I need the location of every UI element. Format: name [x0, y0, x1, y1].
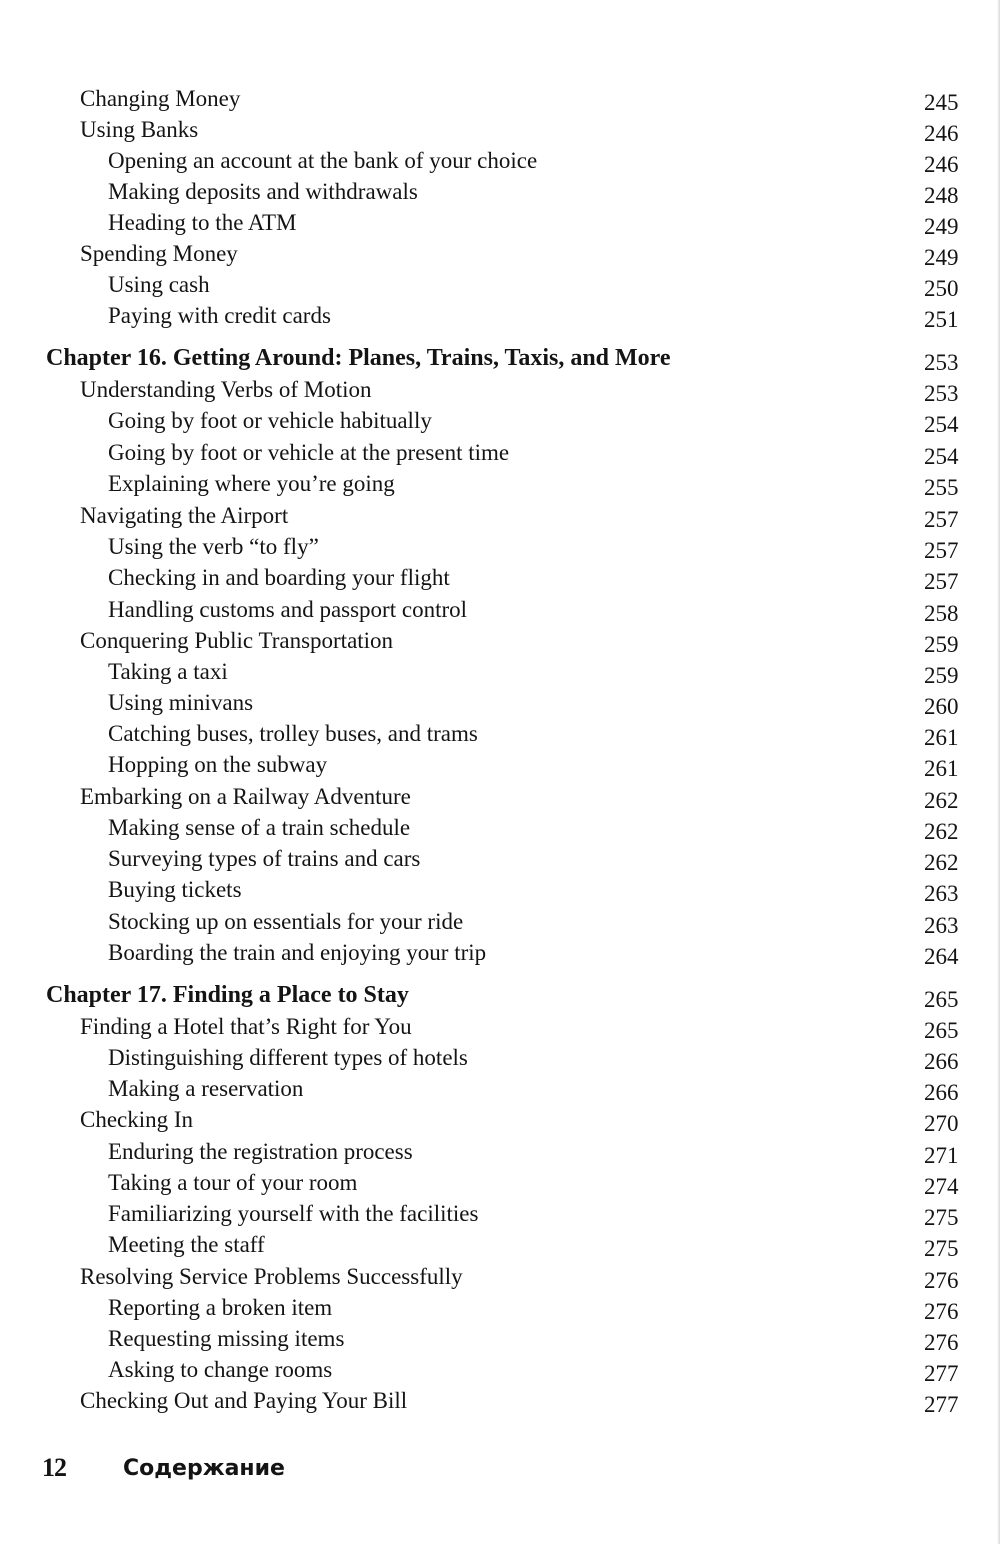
toc-entry-page: 271 — [924, 1143, 959, 1168]
toc-entry-page: 257 — [924, 569, 959, 594]
toc-entry-title: Surveying types of trains and cars — [108, 846, 421, 871]
toc-entry-title: Buying tickets — [108, 877, 242, 902]
toc-entry-page: 262 — [924, 850, 959, 875]
toc-entry-title: Changing Money — [80, 86, 241, 111]
toc-entry-page: 263 — [924, 913, 959, 938]
toc-subsection-entry — [0, 1323, 1000, 1354]
toc-entry-page: 276 — [924, 1299, 959, 1324]
toc-subsection-entry — [0, 718, 1000, 749]
toc-subsection-entry — [0, 1136, 1000, 1167]
toc-subsection-entry — [0, 300, 1000, 331]
toc-section-entry — [0, 625, 1000, 656]
toc-entry-title: Navigating the Airport — [80, 503, 289, 528]
toc-entry-page: 246 — [924, 121, 959, 146]
toc-subsection-entry — [0, 687, 1000, 718]
toc-entry-title: Hopping on the subway — [108, 752, 328, 777]
toc-entry-page: 259 — [924, 663, 959, 688]
toc-chapter-entry — [0, 343, 1000, 374]
toc-subsection-entry — [0, 594, 1000, 625]
toc-entry-title: Chapter 16. Getting Around: Planes, Trains, Taxis, and More — [46, 345, 671, 371]
toc-entry-page: 276 — [924, 1268, 959, 1293]
toc-entry-title: Using minivans — [108, 690, 254, 715]
toc-subsection-entry — [0, 749, 1000, 780]
toc-entry-title: Chapter 17. Finding a Place to Stay — [46, 982, 409, 1008]
toc-entry-title: Distinguishing different types of hotels — [108, 1045, 468, 1070]
toc-subsection-entry — [0, 207, 1000, 238]
toc-entry-page: 245 — [924, 90, 959, 115]
toc-entry-page: 246 — [924, 152, 959, 177]
toc-entry-page: 259 — [924, 632, 959, 657]
toc-entry-title: Catching buses, trolley buses, and trams — [108, 721, 478, 746]
toc-subsection-entry — [0, 1073, 1000, 1104]
toc-entry-title: Spending Money — [80, 241, 238, 266]
toc-entry-page: 263 — [924, 881, 959, 906]
toc-subsection-entry — [0, 176, 1000, 207]
toc-entry-page: 275 — [924, 1205, 959, 1230]
toc-entry-page: 254 — [924, 412, 959, 437]
toc-entry-page: 249 — [924, 214, 959, 239]
toc-entry-title: Taking a taxi — [108, 659, 228, 684]
toc-subsection-entry — [0, 1167, 1000, 1198]
toc-subsection-entry — [0, 1292, 1000, 1323]
toc-entry-title: Explaining where you’re going — [108, 471, 395, 496]
toc-entry-page: 258 — [924, 601, 959, 626]
toc-subsection-entry — [0, 656, 1000, 687]
toc-entry-page: 255 — [924, 475, 959, 500]
toc-section-entry — [0, 114, 1000, 145]
toc-entry-page: 277 — [924, 1361, 959, 1386]
toc-entry-page: 277 — [924, 1392, 959, 1417]
toc-entry-title: Stocking up on essentials for your ride — [108, 909, 464, 934]
toc-entry-title: Making sense of a train schedule — [108, 815, 411, 840]
toc-entry-page: 264 — [924, 944, 959, 969]
toc-entry-title: Taking a tour of your room — [108, 1170, 358, 1195]
toc-entry-page: 265 — [924, 987, 959, 1012]
toc-section-entry — [0, 781, 1000, 812]
toc-subsection-entry — [0, 562, 1000, 593]
toc-entry-title: Finding a Hotel that’s Right for You — [80, 1014, 412, 1039]
toc-section-entry — [0, 1011, 1000, 1042]
toc-subsection-entry — [0, 812, 1000, 843]
toc-entry-title: Boarding the train and enjoying your trip — [108, 940, 487, 965]
toc-entry-page: 274 — [924, 1174, 959, 1199]
toc-entry-page: 253 — [924, 381, 959, 406]
toc-entry-page: 262 — [924, 819, 959, 844]
toc-subsection-entry — [0, 1354, 1000, 1385]
toc-entry-title: Reporting a broken item — [108, 1295, 333, 1320]
toc-entry-page: 254 — [924, 444, 959, 469]
toc-section-entry — [0, 83, 1000, 114]
toc-entry-page: 275 — [924, 1236, 959, 1261]
toc-subsection-entry — [0, 937, 1000, 968]
toc-chapter-entry — [0, 980, 1000, 1011]
toc-entry-page: 257 — [924, 507, 959, 532]
toc-entry-title: Using Banks — [80, 117, 199, 142]
toc-section-entry — [0, 1104, 1000, 1135]
toc-entry-title: Using cash — [108, 272, 210, 297]
toc-entry-page: 262 — [924, 788, 959, 813]
toc-subsection-entry — [0, 145, 1000, 176]
toc-entry-page: 270 — [924, 1111, 959, 1136]
toc-entry-title: Using the verb “to fly” — [108, 534, 319, 559]
toc-entry-page: 261 — [924, 725, 959, 750]
toc-entry-title: Paying with credit cards — [108, 303, 331, 328]
toc-entry-title: Meeting the staff — [108, 1232, 265, 1257]
toc-entry-title: Going by foot or vehicle at the present time — [108, 440, 510, 465]
toc-entry-page: 260 — [924, 694, 959, 719]
toc-subsection-entry — [0, 468, 1000, 499]
page-footer — [0, 1450, 1000, 1490]
toc-subsection-entry — [0, 531, 1000, 562]
toc-section-entry — [0, 238, 1000, 269]
toc-section-entry — [0, 374, 1000, 405]
toc-entry-title: Opening an account at the bank of your choice — [108, 148, 538, 173]
toc-entry-title: Understanding Verbs of Motion — [80, 377, 372, 402]
toc-entry-page: 248 — [924, 183, 959, 208]
toc-entry-title: Requesting missing items — [108, 1326, 345, 1351]
toc-section-entry — [0, 500, 1000, 531]
toc-subsection-entry — [0, 405, 1000, 436]
footer-section-title: Содержание — [123, 1456, 285, 1481]
toc-entry-page: 276 — [924, 1330, 959, 1355]
toc-subsection-entry — [0, 1198, 1000, 1229]
toc-entry-title: Handling customs and passport control — [108, 597, 468, 622]
toc-entry-page: 253 — [924, 350, 959, 375]
toc-entry-title: Enduring the registration process — [108, 1139, 413, 1164]
toc-section-entry — [0, 1385, 1000, 1416]
toc-subsection-entry — [0, 437, 1000, 468]
toc-entry-page: 257 — [924, 538, 959, 563]
toc-entry-title: Conquering Public Transportation — [80, 628, 394, 653]
toc-entry-title: Making deposits and withdrawals — [108, 179, 418, 204]
toc-subsection-entry — [0, 269, 1000, 300]
toc-subsection-entry — [0, 1229, 1000, 1260]
toc-entry-page: 266 — [924, 1049, 959, 1074]
toc-entry-page: 250 — [924, 276, 959, 301]
toc-entry-title: Checking In — [80, 1107, 194, 1132]
toc-subsection-entry — [0, 906, 1000, 937]
toc-entry-page: 249 — [924, 245, 959, 270]
toc-entry-page: 251 — [924, 307, 959, 332]
toc-entry-title: Embarking on a Railway Adventure — [80, 784, 411, 809]
toc-subsection-entry — [0, 1042, 1000, 1073]
toc-entry-title: Familiarizing yourself with the facilities — [108, 1201, 479, 1226]
toc-subsection-entry — [0, 843, 1000, 874]
toc-entry-title: Checking in and boarding your flight — [108, 565, 450, 590]
toc-entry-title: Checking Out and Paying Your Bill — [80, 1388, 408, 1413]
toc-entry-title: Heading to the ATM — [108, 210, 297, 235]
toc-subsection-entry — [0, 874, 1000, 905]
toc-entry-page: 265 — [924, 1018, 959, 1043]
toc-entry-title: Making a reservation — [108, 1076, 304, 1101]
toc-entry-title: Going by foot or vehicle habitually — [108, 408, 432, 433]
toc-entry-title: Asking to change rooms — [108, 1357, 333, 1382]
toc-entry-page: 266 — [924, 1080, 959, 1105]
footer-page-number: 12 — [42, 1453, 66, 1482]
toc-entry-title: Resolving Service Problems Successfully — [80, 1264, 463, 1289]
toc-section-entry — [0, 1261, 1000, 1292]
toc-entry-page: 261 — [924, 756, 959, 781]
